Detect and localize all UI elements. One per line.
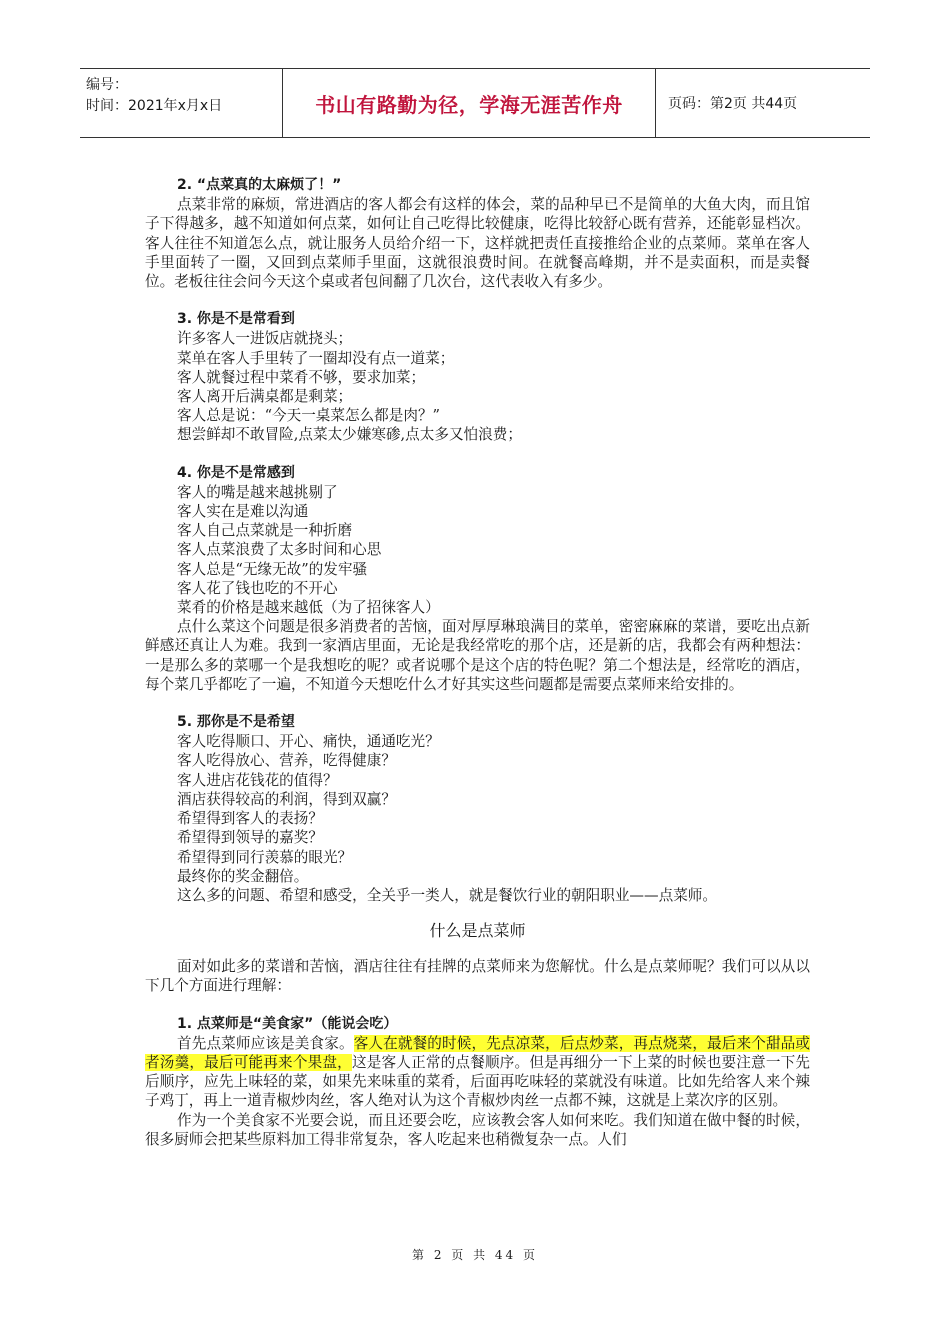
list-item: 希望得到同行羡慕的眼光？ — [177, 848, 353, 866]
list-item: 这么多的问题、希望和感受，全关乎一类人，就是餐饮行业的朝阳职业——点菜师。 — [177, 886, 717, 904]
header-page-cell — [656, 69, 870, 137]
list-item: 客人总是“无缘无故”的发牢骚 — [177, 560, 368, 578]
page-header — [80, 68, 870, 138]
header-motto-cell — [282, 69, 656, 137]
section-heading: 3. 你是不是常看到 — [177, 311, 295, 328]
list-item: 客人点菜浪费了太多时间和心思 — [177, 541, 382, 559]
list-item: 菜单在客人手里转了一圈却没有点一道菜； — [177, 349, 455, 367]
list-item: 希望得到客人的表扬？ — [177, 810, 323, 828]
page-footer: 第 2 页 共 44 页 — [412, 1248, 538, 1262]
paragraph: 作为一个美食家不光要会说，而且还要会吃，应该教会客人如何来吃。我们知道在做中餐的时候，很多厨师会把某些原料加工得非常复杂，客人吃起来也稍微复杂一点。人们 — [145, 1111, 810, 1148]
list-item: 客人吃得顺口、开心、痛快，通通吃光？ — [177, 733, 440, 751]
section-heading: 5. 那你是不是希望 — [177, 714, 295, 731]
list-item: 最终你的奖金翻倍。 — [177, 867, 309, 885]
paragraph: 点什么菜这个问题是很多消费者的苦恼，面对厚厚琳琅满目的菜单，密密麻麻的菜谱，要吃出点新鲜感还真让人为难。我到一家酒店里面，无论是我经常吃的那个店，还是新的店，我都会有两种想法：一是那么多的菜哪一个是我想吃的呢？或者说哪个是这个店的特色呢？第二个想法是，经常吃的酒店，每个菜几乎都吃了一遍，不知道今天想吃什么才好其实这些问题都是需要点菜师来给安排的。 — [145, 618, 810, 693]
date-label: 时间：2021年x月x日 — [86, 98, 223, 114]
paragraph — [145, 1034, 810, 1111]
section-heading: 1. 点菜师是“美食家”（能说会吃） — [177, 1015, 398, 1032]
list-item: 客人离开后满桌都是剩菜； — [177, 388, 353, 406]
section-heading: 2. “点菜真的太麻烦了！” — [177, 177, 342, 193]
text-run: 这是客人正常的点餐顺序。但是再细分一下上菜的时候也要注意一下先后顺序，应先上味轻的菜，如果先来味重的菜肴，后面再吃味轻的菜就没有味道。比如先给客人来个辣子鸡丁，再上一道青椒炒肉丝，客人绝对认为这个青椒炒肉丝一点都不辣，这就是上菜次序的区别。 — [145, 1053, 810, 1110]
motto: 书山有路勤为径，学海无涯苦作舟 — [315, 92, 623, 117]
list-item: 希望得到领导的嘉奖？ — [177, 829, 323, 847]
section-title: 什么是点菜师 — [429, 921, 526, 941]
list-item: 客人实在是难以沟通 — [177, 503, 309, 521]
page-label: 页码：第2页 共44页 — [668, 96, 798, 112]
list-item: 客人进店花钱花的值得？ — [177, 771, 338, 789]
section-heading: 4. 你是不是常感到 — [177, 464, 295, 481]
header-meta — [80, 69, 282, 137]
highlighted-text: 客人在就餐的时候，先点凉菜，后点炒菜，再点烧菜，最后来个甜品或者汤羹，最后可能再来个果盘， — [145, 1034, 810, 1071]
list-item: 客人就餐过程中菜肴不够，要求加菜； — [177, 368, 426, 386]
paragraph: 点菜非常的麻烦，常进酒店的客人都会有这样的体会，菜的品种早已不是简单的大鱼大肉，而且馆子下得越多，越不知道如何点菜，如何让自己吃得比较健康，吃得比较舒心既有营养，还能彰显档次。客人往往不知道怎么点，就让服务人员给介绍一下，这样就把责任直接推给企业的点菜师。菜单在客人手里面转了一圈，又回到点菜师手里面，这就很浪费时间。在就餐高峰期，并不是卖面积，而是卖餐位。老板往往会问今天这个桌或者包间翻了几次台，这代表收入有多少。 — [145, 196, 810, 291]
document-body — [145, 176, 810, 1149]
list-item: 客人总是说：“今天一桌菜怎么都是肉？” — [177, 407, 441, 425]
number-label: 编号： — [86, 77, 128, 93]
list-item: 客人的嘴是越来越挑剔了 — [177, 483, 338, 501]
list-item: 客人花了钱也吃的不开心 — [177, 579, 338, 597]
text-run: 首先点菜师应该是美食家。 — [177, 1034, 354, 1052]
list-item: 酒店获得较高的利润，得到双赢？ — [177, 790, 396, 808]
list-item: 想尝鲜却不敢冒险,点菜太少嫌寒碜,点太多又怕浪费； — [177, 426, 522, 444]
list-item: 许多客人一进饭店就挠头； — [177, 330, 353, 348]
list-item: 客人吃得放心、营养，吃得健康？ — [177, 752, 396, 770]
paragraph: 面对如此多的菜谱和苦恼，酒店往往有挂牌的点菜师来为您解忧。什么是点菜师呢？我们可以从以下几个方面进行理解： — [145, 958, 810, 995]
list-item: 菜肴的价格是越来越低（为了招徕客人） — [177, 599, 440, 617]
list-item: 客人自己点菜就是一种折磨 — [177, 522, 353, 540]
